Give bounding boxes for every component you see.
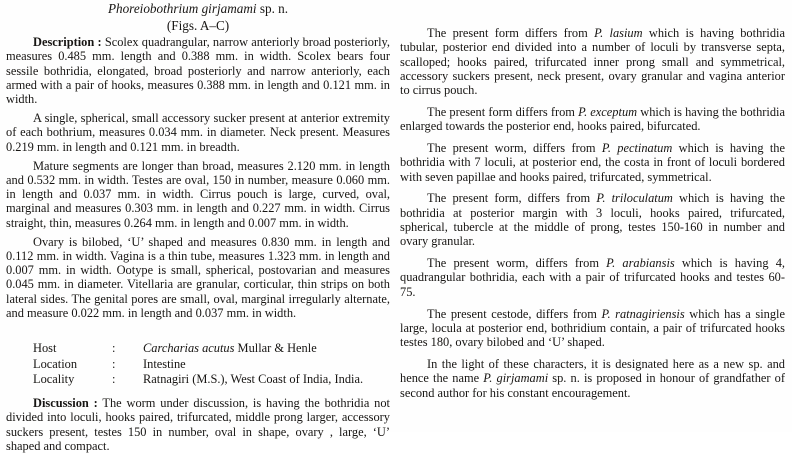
comparison-text: which is having bothridia tubular, posterior end divided into a number of loculi by transverse septa, scalloped; hooks paired, trifurcated inner prong small and symmetrical, accessory suckers present, neck present, ovary granular and vagina anterior to cirrus pouch. (400, 26, 785, 98)
species-name-triloculatum: P. triloculatum (596, 191, 673, 206)
comparison-text: which has a single large, locula at posterior end, bothridium contain, a pair of trifurcated hooks testes 180, ovary bilobed and ‘U’ shaped. (400, 306, 785, 350)
paragraph-differs-arabiansis (400, 256, 785, 299)
paragraph-accessory-sucker (6, 111, 390, 154)
paragraph-differs-ratnagiriensis (400, 307, 785, 350)
host-authority: Mullar & Henle (234, 341, 317, 356)
figures-reference (6, 19, 390, 34)
species-name-exceptum: P. exceptum (578, 104, 638, 119)
description-text: Scolex quadrangular, narrow anteriorly broad posteriorly, measures 0.485 mm. length and 0.388 mm. in width. Scolex bears four sessile bothridia, elongated, broad posteriorly and narrow anteriorly, each armed with a pair of hooks, measures 0.388 mm. in length and 0.121 mm. in width. (6, 35, 391, 107)
accessory-sucker-text: A single, spherical, small accessory sucker present at anterior extremity of each bothrium, measures 0.034 mm. in diameter. Neck present. Measures 0.219 mm. in length and 0.121 mm. in breadth. (6, 111, 390, 154)
paragraph-mature-segments (6, 159, 390, 230)
conclusion-text: In the light of these characters, it is designated here as a new sp. and hence the name (400, 356, 785, 386)
comparison-text: The present worm, differs from (427, 141, 602, 156)
figures-reference-text: (Figs. A–C) (166, 17, 230, 33)
comparison-text: which is having the bothridia at posterior margin with 3 loculi, hooks paired, trifurcated, spherical, tubercle at the middle of prong, testes 150-160 in number and ovary granular. (400, 191, 785, 249)
location-value: Intestine (143, 356, 186, 371)
paragraph-differs-lasium (400, 26, 785, 97)
discussion-label: Discussion : (33, 395, 98, 410)
species-name-lasium: P. lasium (594, 26, 643, 40)
left-column (6, 1, 391, 453)
host-row (33, 341, 390, 356)
paragraph-discussion (6, 396, 390, 453)
host-table (33, 341, 390, 387)
right-column (400, 2, 785, 432)
comparison-text: The present cestode, differs from (427, 306, 602, 321)
mature-segments-text: Mature segments are longer than broad, measures 2.120 mm. in length and 0.532 mm. in width. Testes are oval, 150 in number, measure 0.060 mm. in length and 0.037 mm. in width. Cirrus pouch is large, curved, oval, marginal and measures 0.303 mm. in length and 0.227 mm. in width. Cirrus straight, thin, measures 0.264 mm. in length and 0.007 mm. in width. (6, 158, 390, 230)
comparison-text: The present worm, differs from (427, 256, 607, 271)
host-separator: : (112, 341, 116, 356)
paragraph-conclusion (400, 357, 785, 400)
paragraph-differs-triloculatum (400, 191, 785, 248)
host-label: Host (33, 341, 57, 356)
locality-value: Ratnagiri (M.S.), West Coast of India, India. (143, 371, 364, 386)
species-title (6, 2, 390, 17)
locality-separator: : (112, 371, 116, 386)
location-separator: : (112, 356, 116, 371)
species-title-suffix: sp. n. (256, 1, 289, 16)
ovary-text: Ovary is bilobed, ‘U’ shaped and measures 0.830 mm. in length and 0.112 mm. in width. Vagina is a thin tube, measures 1.323 mm. in length and 0.007 mm. in width. Ootype is small, spherical, postovarian and measures 0.045 mm. in diameter. Vitellaria are granular, corticular, thin strips on both lateral sides. The genital pores are small, oval, marginal irregularly alternate, and measure 0.022 mm. in length and 0.037 mm. in width. (6, 234, 390, 321)
species-name-girjamami: P. girjamami (483, 371, 549, 386)
comparison-text: The present form differs from (427, 104, 579, 119)
paragraph-differs-exceptum (400, 105, 785, 134)
paragraph-differs-pectinatum (400, 141, 785, 184)
discussion-text: The worm under discussion, is having the bothridia not divided into loculi, hooks paired, trifurcated, middle prong larger, accessory suckers present, testes 150 in number, oval in shape, ovary , large, ‘U’ shaped and compact. (6, 395, 391, 453)
species-name-ratnagiriensis: P. ratnagiriensis (601, 306, 685, 321)
comparison-text: The present form differs from (427, 26, 595, 40)
comparison-text: which is having 4, quadrangular bothridia, each with a pair of trifurcated hooks and testes 60-75. (400, 256, 785, 299)
comparison-text: The present form, differs from (427, 191, 597, 206)
comparison-text: which is having the bothridia enlarged towards the posterior end, hooks paired, bifurcated. (400, 104, 785, 134)
species-name-arabiansis: P. arabiansis (606, 256, 675, 271)
paragraph-ovary (6, 235, 390, 321)
paragraph-description (6, 35, 390, 106)
species-name-pectinatum: P. pectinatum (601, 141, 673, 156)
host-value (143, 341, 390, 356)
host-species-name: Carcharias acutus (143, 341, 235, 356)
location-label: Location (33, 356, 78, 371)
locality-label: Locality (33, 371, 75, 386)
comparison-text: which is having the bothridia with 7 loculi, at posterior end, the costa in front of loculi bordered with seven papillae and hooks paired, trifurcated, symmetrical. (400, 141, 785, 184)
conclusion-text: sp. n. is proposed in honour of grandfather of second author for his constant encouragement. (400, 371, 785, 400)
locality-row (33, 372, 390, 387)
location-row (33, 357, 390, 372)
species-title-name: Phoreiobothrium girjamami (107, 1, 257, 16)
description-label: Description : (33, 35, 102, 50)
